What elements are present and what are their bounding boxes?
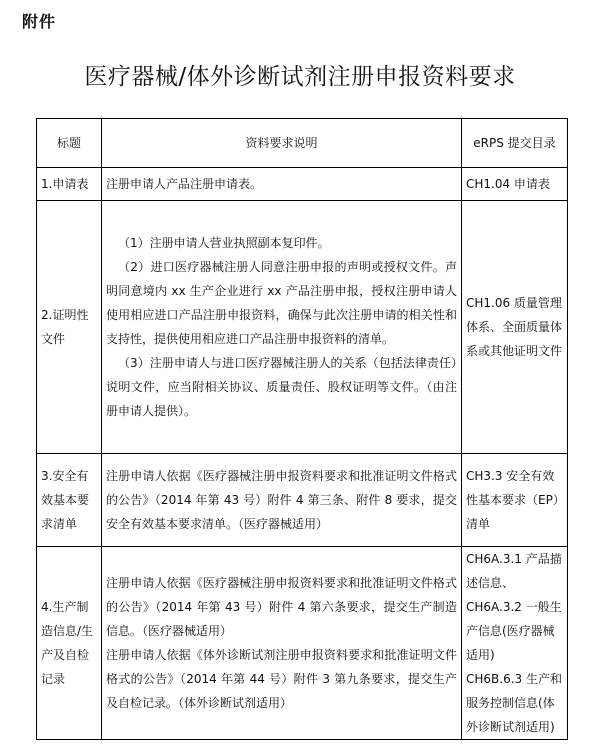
document-title: 医疗器械/体外诊断试剂注册申报资料要求 — [84, 64, 516, 90]
row-title: 1.申请表 — [37, 168, 102, 201]
erps-entry: CH1.04 申请表 — [466, 177, 550, 191]
table-header-row — [37, 119, 568, 168]
table-row — [37, 168, 568, 201]
table-row — [37, 547, 568, 740]
column-header-description: 资料要求说明 — [102, 119, 462, 168]
row-title: 4.生产制造信息/生产及自检记录 — [37, 547, 102, 740]
row-erps — [462, 454, 568, 547]
row-description — [102, 547, 462, 740]
row-title: 2.证明性文件 — [37, 201, 102, 454]
row-erps — [462, 168, 568, 201]
erps-entry: CH6B.6.3 生产和服务控制信息(体外诊断试剂适用) — [466, 672, 562, 734]
description-paragraph: 注册申请人产品注册申请表。 — [106, 177, 263, 191]
description-paragraph: 注册申请人依据《医疗器械注册申报资料要求和批准证明文件格式的公告》（2014 年第 43 号）附件 4 第六条要求，提交生产制造信息。（医疗器械适用） — [106, 576, 457, 638]
description-paragraph: 注册申请人依据《医疗器械注册申报资料要求和批准证明文件格式的公告》（2014 年第 43 号）附件 4 第三条、附件 8 要求，提交安全有效基本要求清单。（医疗器械适用） — [106, 469, 457, 531]
row-erps — [462, 201, 568, 454]
description-paragraph: 注册申请人依据《体外诊断试剂注册申报资料要求和批准证明文件格式的公告》（2014 年第 44 号）附件 3 第九条要求，提交生产及自检记录。（体外诊断试剂适用） — [106, 648, 457, 710]
row-title: 3.安全有效基本要求清单 — [37, 454, 102, 547]
erps-entry: CH6A.3.2 一般生产信息(医疗器械适用) — [466, 600, 562, 662]
erps-entry: CH1.06 质量管理体系、全面质量体系或其他证明文件 — [466, 296, 563, 358]
erps-entry: CH3.3 安全有效性基本要求（EP）清单 — [466, 469, 559, 531]
row-description — [102, 454, 462, 547]
row-erps — [462, 547, 568, 740]
description-paragraph: （3）注册申请人与进口医疗器械注册人的关系（包括法律责任）说明文件，应当附相关协议、质量责任、股权证明等文件。（由注册申请人提供）。 — [106, 356, 457, 418]
attachment-label: 附件 — [22, 12, 57, 31]
row-description — [102, 201, 462, 454]
requirements-table — [36, 118, 568, 740]
description-paragraph: （1）注册申请人营业执照副本复印件。 — [118, 236, 330, 250]
description-paragraph: （2）进口医疗器械注册人同意注册申报的声明或授权文件。声明同意境内 xx 生产企业进行 xx 产品注册申报，授权注册申请人使用相应进口产品注册申报资料，确保与此次注册申请的相关性和支持性，提供使用相应进口产品注册申报资料的清单。 — [106, 260, 457, 346]
column-header-erps: eRPS 提交目录 — [462, 119, 568, 168]
column-header-title: 标题 — [37, 119, 102, 168]
table-row — [37, 201, 568, 454]
row-description — [102, 168, 462, 201]
table-row — [37, 454, 568, 547]
erps-entry: CH6A.3.1 产品描述信息、 — [466, 552, 562, 590]
